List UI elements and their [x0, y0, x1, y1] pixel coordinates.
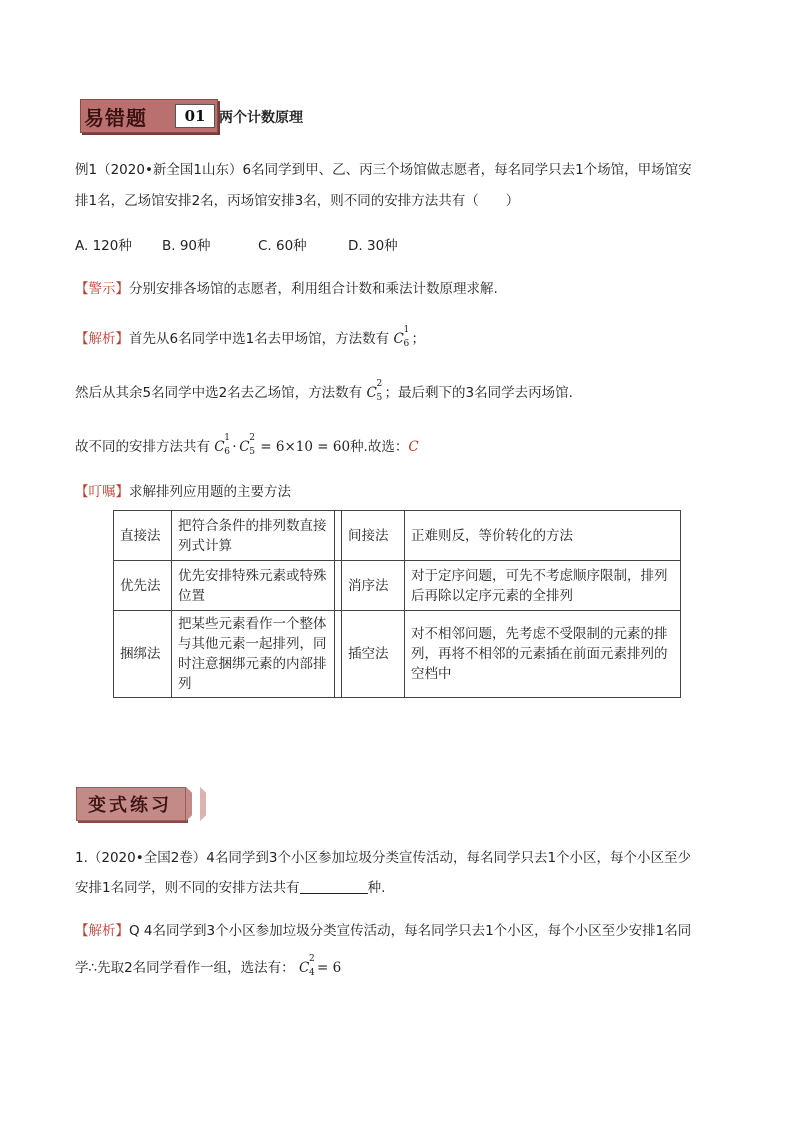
practice-line-2 — [75, 876, 385, 896]
method-name: 间接法 — [342, 511, 405, 561]
analysis-text-1: 首先从6名同学中选1名去甲场馆，方法数有 — [129, 331, 390, 347]
method-desc: 把符合条件的排列数直接列式计算 — [172, 511, 335, 561]
analysis-line-3 — [75, 435, 419, 455]
warning-tag: 【警示】 — [75, 281, 129, 297]
example-line-1: 例1（2020•新全国1山东）6名同学到甲、乙、丙三个场馆做志愿者，每名同学只去1个场馆，甲场馆安 — [75, 162, 692, 178]
practice-analysis-tag: 【解析】 — [75, 923, 129, 939]
method-name: 捆绑法 — [114, 611, 172, 698]
table-row — [114, 611, 681, 698]
method-desc: 正难则反，等价转化的方法 — [405, 511, 681, 561]
analysis-text-2b: ；最后剩下的3名同学去丙场馆. — [384, 385, 573, 401]
option-d: D. 30种 — [348, 238, 398, 254]
product-value: = 6×10 = 60 — [260, 439, 351, 455]
reminder-paragraph — [75, 480, 291, 500]
table-row — [114, 561, 681, 611]
method-name: 直接法 — [114, 511, 172, 561]
combination-c61: C 1 6 — [393, 325, 410, 349]
reminder-text: 求解排列应用题的主要方法 — [129, 484, 291, 500]
table-row — [114, 511, 681, 561]
combination-c42: C 2 4 — [298, 954, 315, 978]
analysis-text-2a: 然后从其余5名同学中选2名去乙场馆，方法数有 — [75, 385, 363, 401]
table-spacer — [335, 511, 342, 561]
method-desc: 对于定序问题，可先不考虑顺序限制，排列后再除以定序元素的全排列 — [405, 561, 681, 611]
method-name: 优先法 — [114, 561, 172, 611]
practice-text-2b: 种. — [367, 880, 386, 896]
answer-blank — [300, 879, 368, 894]
option-a: A. 120种 — [75, 238, 132, 254]
chevron-right-icon — [206, 787, 224, 821]
practice-text-2a: 安排1名同学，则不同的安排方法共有 — [75, 880, 300, 896]
banner-number: 01 — [175, 104, 215, 128]
method-desc: 对不相邻问题，先考虑不受限制的元素的排列，再将不相邻的元素插在前面元素排列的空档中 — [405, 611, 681, 698]
table-spacer — [335, 561, 342, 611]
analysis-line-1 — [75, 327, 425, 347]
method-desc: 优先安排特殊元素或特殊位置 — [172, 561, 335, 611]
method-name: 插空法 — [342, 611, 405, 698]
combination-c52: C 2 5 — [366, 379, 383, 403]
analysis-tag: 【解析】 — [75, 331, 129, 347]
analysis-line-2 — [75, 381, 573, 401]
practice-analysis-text-1: Q 4名同学到3个小区参加垃圾分类宣传活动，每名同学只去1个小区，每个小区至少安排1名同 — [129, 923, 692, 939]
practice-analysis-line-1 — [75, 919, 691, 939]
section-banner-practice — [76, 787, 226, 821]
option-b: B. 90种 — [162, 238, 211, 254]
example-line-2: 排1名，乙场馆安排2名，丙场馆安排3名，则不同的安排方法共有（ ） — [75, 193, 520, 209]
answer-choice: C — [408, 439, 419, 455]
combination-value: = 6 — [316, 960, 342, 976]
practice-line-1: 1.（2020•全国2卷）4名同学到3个小区参加垃圾分类宣传活动，每名同学只去1个小区，每个小区至少 — [75, 850, 692, 866]
analysis-end-1: ； — [411, 331, 425, 347]
option-c: C. 60种 — [258, 238, 307, 254]
method-desc: 把某些元素看作一个整体与其他元素一起排列，同时注意捆绑元素的内部排列 — [172, 611, 335, 698]
banner-text: 变式练习 — [88, 795, 172, 816]
combination-product: C 1 6 · C 2 5 — [214, 433, 256, 457]
banner-text: 易错题 — [84, 106, 147, 130]
method-name: 消序法 — [342, 561, 405, 611]
practice-analysis-text-2: 学∴先取2名同学看作一组，选法有： — [75, 960, 295, 976]
table-spacer — [335, 611, 342, 698]
section-banner-error-prone — [80, 99, 216, 131]
section-title: 两个计数原理 — [219, 110, 303, 126]
warning-paragraph — [75, 277, 498, 297]
reminder-tag: 【叮嘱】 — [75, 484, 129, 500]
warning-text: 分别安排各场馆的志愿者，利用组合计数和乘法计数原理求解. — [129, 281, 498, 297]
analysis-text-3b: 种.故选： — [350, 439, 409, 455]
practice-analysis-line-2 — [75, 956, 341, 976]
methods-table — [113, 510, 681, 698]
analysis-text-3a: 故不同的安排方法共有 — [75, 439, 210, 455]
